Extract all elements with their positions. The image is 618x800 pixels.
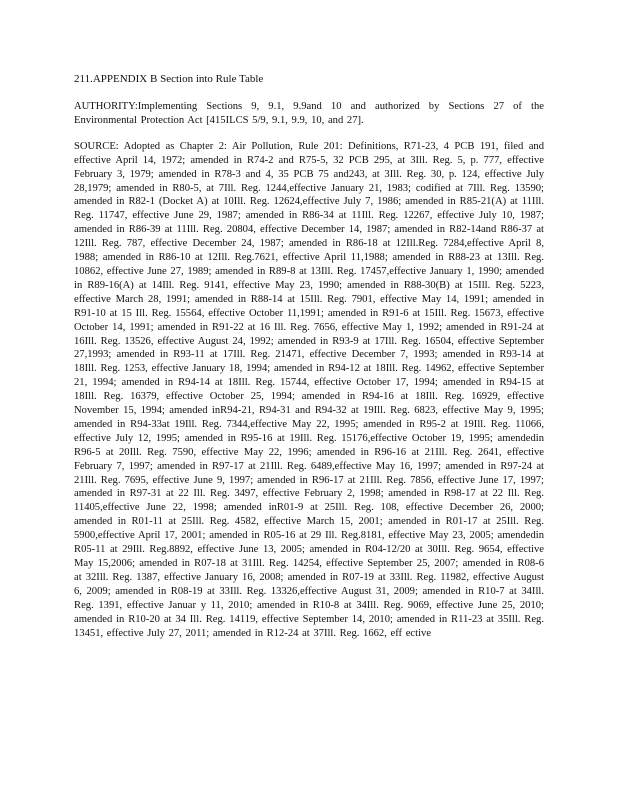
source-paragraph bbox=[74, 140, 544, 641]
authority-text: Implementing Sections 9, 9.1, 9.9and 10 and authorized by Sections 27 of the Environmental Protection Act [415ILCS 5/9, 9.1, 9.9, 10, and 27]. bbox=[74, 101, 544, 126]
authority-paragraph bbox=[74, 100, 544, 128]
authority-label: AUTHORITY: bbox=[74, 101, 138, 112]
source-text: Adopted as Chapter 2: Air Pollution, Rule 201: Definitions, R71-23, 4 PCB 191, filed and effective April 14, 1972; amended in R74-2 and R75-5, 32 PCB 295, at 3Ill. Reg. 5, p. 777, effective February 3, 1979; amended in R78-3 and 4, 35 PCB 75 and243, at 3Ill. Reg. 30, p. 124, effective July 28,1979; amended in R80-5, at 7Ill. Reg. 1244,effective January 21, 1983; codified at 7Ill. Reg. 13590; amended in R82-1 (Docket A) at 10Ill. Reg. 12624,effective July 7, 1986; amended in R85-21(A) at 11Ill. Reg. 11747, effective June 29, 1987; amended in R86-34 at 11Ill. Reg. 12267, effective July 10, 1987; amended in R86-39 at 11Ill. Reg. 20804, effective December 14, 1987; amended in R82-14and R86-37 at 12Ill. Reg. 787, effective December 24, 1987; amended in R86-18 at 12Ill.Reg. 7284,effective April 8, 1988; amended in R86-10 at 12Ill. Reg.7621, effective April 11,1988; amended in R88-23 at 13Ill. Reg. 10862, effective June 27, 1989; amended in R89-8 at 13Ill. Reg. 17457,effective January 1, 1990; amended in R89-16(A) at 14Ill. Reg. 9141, effective May 23, 1990; amended in R88-30(B) at 15Ill. Reg. 5223, effective March 28, 1991; amended in R88-14 at 15Ill. Reg. 7901, effective May 14, 1991; amended in R91-10 at 15 Ill. Reg. 15564, effective October 11,1991; amended in R91-6 at 15Ill. Reg. 15673, effective October 14, 1991; amended in R91-22 at 16 Ill. Reg. 7656, effective May 1, 1992; amended in R91-24 at 16Ill. Reg. 13526, effective August 24, 1992; amended in R93-9 at 17Ill. Reg. 16504, effective September 27,1993; amended in R93-11 at 17Ill. Reg. 21471, effective December 7, 1993; amended in R93-14 at 18Ill. Reg. 1253, effective January 18, 1994; amended in R94-12 at 18Ill. Reg. 14962, effective September 21, 1994; amended in R94-14 at 18Ill. Reg. 15744, effective October 17, 1994; amended in R94-15 at 18Ill. Reg. 16379, effective October 25, 1994; amended in R94-16 at 18Ill. Reg. 16929, effective November 15, 1994; amended inR94-21, R94-31 and R94-32 at 19Ill. Reg. 6823, effective May 9, 1995; amended in R94-33at 19Ill. Reg. 7344,effective May 22, 1995; amended in R95-2 at 19Ill. Reg. 11066, effective July 12, 1995; amended in R95-16 at 19Ill. Reg. 15176,effective October 19, 1995; amendedin R96-5 at 20Ill. Reg. 7590, effective May 22, 1996; amended in R96-16 at 21Ill. Reg. 2641, effective February 7, 1997; amended in R97-17 at 21Ill. Reg. 6489,effective May 16, 1997; amended in R97-24 at 21Ill. Reg. 7695, effective June 9, 1997; amended in R96-17 at 21Ill. Reg. 7856, effective June 17, 1997; amended in R97-31 at 22 Ill. Reg. 3497, effective February 2, 1998; amended in R98-17 at 22 Ill. Reg. 11405,effective June 22, 1998; amended inR01-9 at 25Ill. Reg. 108, effective December 26, 2000; amended in R01-11 at 25Ill. Reg. 4582, effective March 15, 2001; amended in R01-17 at 25Ill. Reg. 5900,effective April 17, 2001; amended in R05-16 at 29 Ill. Reg.8181, effective May 23, 2005; amendedin R05-11 at 29Ill. Reg.8892, effective June 13, 2005; amended in R04-12/20 at 30Ill. Reg. 9654, effective May 15,2006; amended in R07-18 at 31Ill. Reg. 14254, effective September 25, 2007; amended in R08-6 at 32Ill. Reg. 1387, effective January 16, 2008; amended in R07-19 at 33Ill. Reg. 11982, effective August 6, 2009; amended in R08-19 at 33Ill. Reg. 13326,effective August 31, 2009; amended in R10-7 at 34Ill. Reg. 1391, effective Januar y 11, 2010; amended in R10-8 at 34Ill. Reg. 9069, effective June 25, 2010; amended in R10-20 at 34 Ill. Reg. 14119, effective September 14, 2010; amended in R11-23 at 35Ill. Reg. 13451, effective July 27, 2011; amended in R12-24 at 37Ill. Reg. 1662, eff ective bbox=[74, 140, 544, 639]
document-page bbox=[74, 72, 544, 640]
source-label: SOURCE: bbox=[74, 140, 119, 152]
section-heading: 211.APPENDIX B Section into Rule Table bbox=[74, 73, 264, 85]
